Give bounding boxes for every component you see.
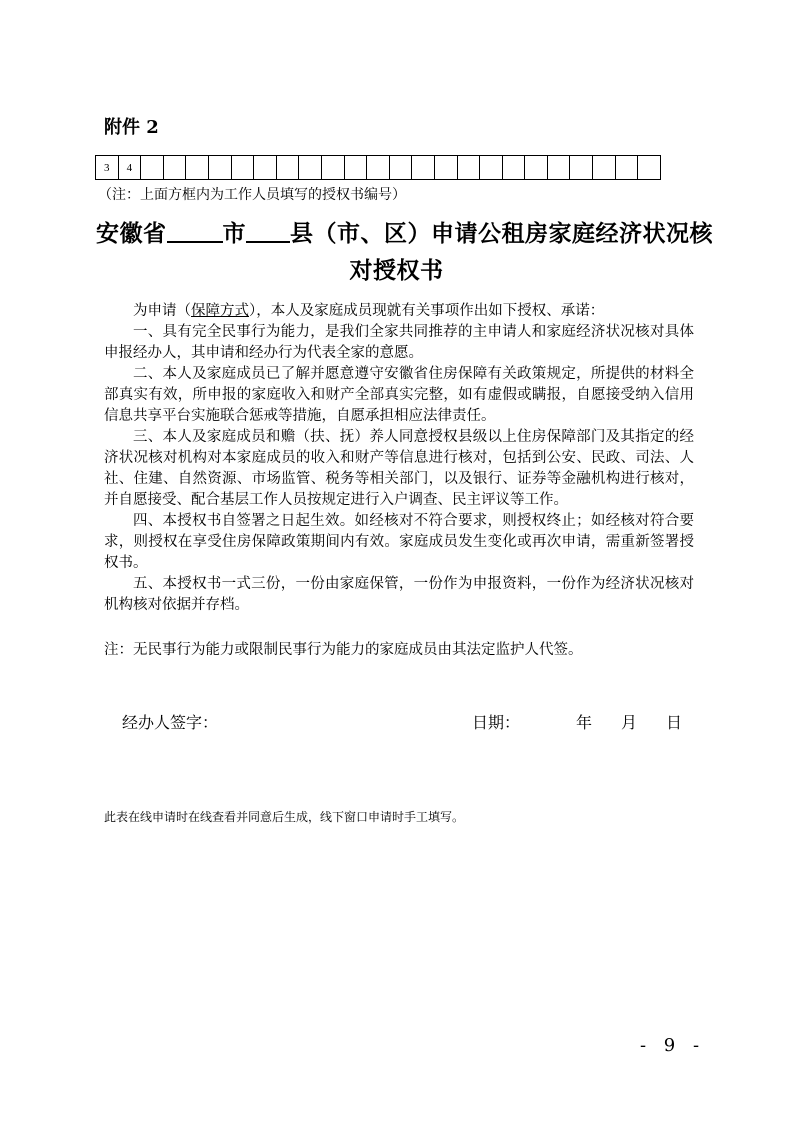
online-note: 此表在线申请时在线查看并同意后生成，线下窗口申请时手工填写。 — [104, 810, 465, 824]
clause-3: 三、本人及家庭成员和赡（扶、抚）养人同意授权县级以上住房保障部门及其指定的经济状况核对机构对本家庭成员的收入和财产等信息进行核对，包括到公安、民政、司法、人社、住建、自然资源、市场监管、税务等相关部门，以及银行、证券等金融机构进行核对，并自愿接受、配合基层工作人员按规定进行入户调查、民主评议等工作。 — [104, 429, 694, 508]
guarantee-method: 保障方式 — [191, 303, 249, 319]
guardian-footnote: 注：无民事行为能力或限制民事行为能力的家庭成员由其法定监护人代签。 — [104, 642, 583, 658]
date-month: 月 — [621, 713, 638, 732]
page-number: - 9 - — [640, 1035, 706, 1056]
clause-2: 二、本人及家庭成员已了解并愿意遵守安徽省住房保障有关政策规定，所提供的材料全部真实有效，所申报的家庭收入和财产全部真实完整，如有虚假或瞒报，自愿接受纳入信用信息共享平台实施联合惩戒等措施，自愿承担相应法律责任。 — [104, 366, 694, 424]
code-cell: 4 — [119, 155, 142, 180]
clause-4: 四、本授权书自签署之日起生效。如经核对不符合要求，则授权终止；如经核对符合要求，则授权在享受住房保障政策期间内有效。家庭成员发生变化或再次申请，需重新签署授权书。 — [104, 513, 694, 571]
code-cell — [525, 155, 548, 180]
document-title-line1 — [96, 215, 713, 248]
code-cell — [593, 155, 616, 180]
intro-prefix: 为申请（ — [133, 303, 191, 319]
code-cell — [390, 155, 413, 180]
code-cell — [345, 155, 368, 180]
county-blank — [246, 219, 290, 243]
code-cell — [209, 155, 232, 180]
code-cell — [277, 155, 300, 180]
document-body — [104, 301, 694, 616]
attachment-label: 附件 2 — [104, 117, 159, 138]
code-cell — [638, 155, 661, 180]
clause-1: 一、具有完全民事行为能力，是我们全家共同推荐的主申请人和家庭经济状况核对具体申报经办人，其申请和经办行为代表全家的意愿。 — [104, 324, 694, 361]
date-label: 日期： — [472, 713, 521, 732]
code-cell — [299, 155, 322, 180]
code-cell — [186, 155, 209, 180]
code-cell — [232, 155, 255, 180]
code-cell — [548, 155, 571, 180]
code-cell — [164, 155, 187, 180]
grid-note: （注：上面方框内为工作人员填写的授权书编号） — [98, 187, 406, 203]
code-cell — [616, 155, 639, 180]
code-cell — [458, 155, 481, 180]
code-cell — [503, 155, 526, 180]
title-city: 市 — [222, 220, 246, 247]
intro-suffix: ），本人及家庭成员现就有关事项作出如下授权、承诺： — [249, 303, 605, 319]
title-rest: 县（市、区）申请公租房家庭经济状况核 — [290, 220, 713, 247]
code-cell — [480, 155, 503, 180]
document-title-line2: 对授权书 — [349, 257, 444, 284]
code-cell — [322, 155, 345, 180]
date-year: 年 — [576, 713, 593, 732]
authorization-code-grid — [95, 155, 661, 180]
title-province: 安徽省 — [96, 220, 167, 247]
intro-paragraph — [104, 301, 694, 322]
code-cell — [570, 155, 593, 180]
date-day: 日 — [666, 713, 683, 732]
code-cell — [367, 155, 390, 180]
code-cell — [435, 155, 458, 180]
signer-label: 经办人签字： — [122, 713, 219, 732]
clause-5: 五、本授权书一式三份，一份由家庭保管，一份作为申报资料，一份作为经济状况核对机构核对依据并存档。 — [104, 576, 694, 613]
city-blank — [167, 219, 223, 243]
code-cell — [254, 155, 277, 180]
code-cell — [141, 155, 164, 180]
code-cell — [412, 155, 435, 180]
code-cell: 3 — [96, 155, 119, 180]
